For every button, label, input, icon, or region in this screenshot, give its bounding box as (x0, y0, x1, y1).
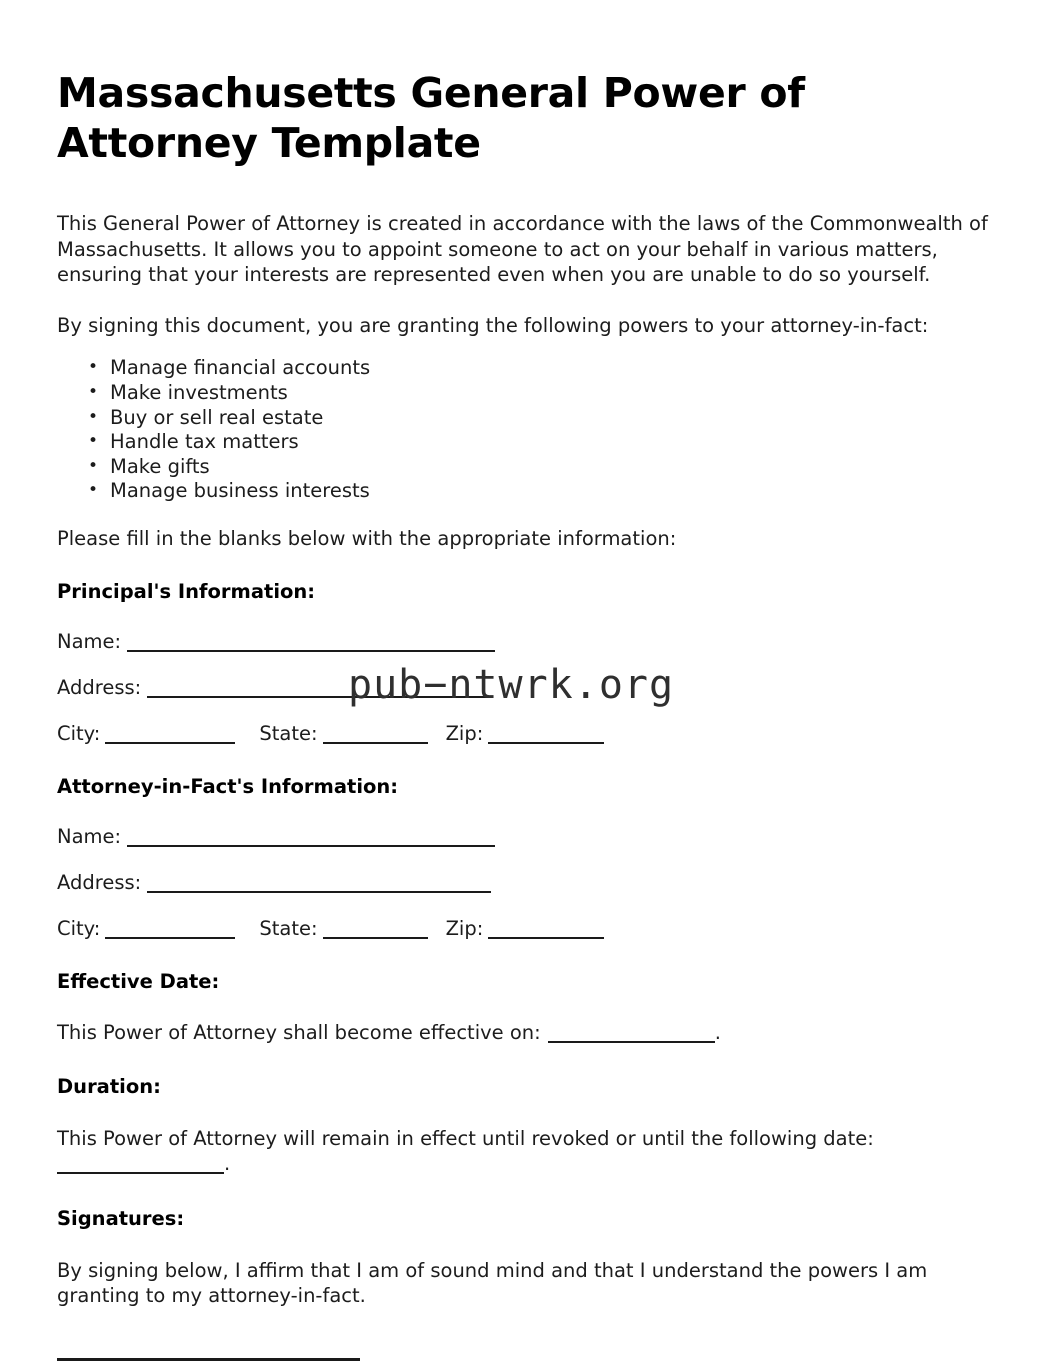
powers-lead-in-paragraph: By signing this document, you are granting the following powers to your attorney-in-fact: (57, 313, 929, 337)
attorney-in-fact-zip-input[interactable] (488, 921, 604, 939)
watermark-text: pub−ntwrk.org (348, 662, 675, 708)
principal-name-label: Name: (57, 629, 122, 653)
attorney-in-fact-city-input[interactable] (105, 921, 235, 939)
attorney-in-fact-name-row (57, 824, 988, 849)
section-heading-principal: Principal's Information: (57, 579, 316, 603)
duration-paragraph (57, 1126, 988, 1177)
fill-instruction-paragraph: Please fill in the blanks below with the appropriate information: (57, 526, 677, 550)
attorney-in-fact-state-label: State: (259, 916, 318, 940)
principal-state-label: State: (259, 721, 318, 745)
attorney-in-fact-state-input[interactable] (323, 921, 428, 939)
intro-paragraph: This General Power of Attorney is created in accordance with the laws of the Commonwealth of Massachusetts. It allows you to appoint someone to act on your behalf in various matters, ensuring that your interests are represented even when you are unable to do so yourself. (57, 212, 988, 287)
attorney-in-fact-address-row (57, 870, 988, 895)
signature-line-input[interactable] (57, 1358, 360, 1361)
principal-zip-label: Zip: (445, 721, 484, 745)
attorney-in-fact-city-state-zip-row (57, 916, 988, 941)
effective-date-text: This Power of Attorney shall become effective on: (57, 1020, 541, 1044)
duration-text: This Power of Attorney will remain in effect until revoked or until the following date: (57, 1126, 874, 1150)
attorney-in-fact-zip-label: Zip: (445, 916, 484, 940)
page-title: Massachusetts General Power of Attorney Template (57, 69, 805, 167)
section-heading-signatures: Signatures: (57, 1206, 185, 1230)
signature-affirmation-paragraph: By signing below, I affirm that I am of sound mind and that I understand the powers I am granting to my attorney-in-fact. (57, 1258, 928, 1308)
section-heading-attorney-in-fact: Attorney-in-Fact's Information: (57, 774, 399, 798)
duration-period: . (224, 1152, 231, 1176)
principal-city-input[interactable] (105, 726, 235, 744)
list-item: • Make investments (110, 381, 988, 406)
attorney-in-fact-address-label: Address: (57, 870, 142, 894)
effective-date-period: . (714, 1020, 721, 1044)
attorney-in-fact-name-input[interactable] (127, 829, 495, 847)
attorney-in-fact-city-label: City: (57, 916, 101, 940)
effective-date-row (57, 1020, 988, 1045)
section-heading-effective-date: Effective Date: (57, 969, 220, 993)
list-item: • Manage business interests (110, 479, 988, 504)
principal-zip-input[interactable] (488, 726, 604, 744)
principal-name-input[interactable] (127, 634, 495, 652)
list-item: • Make gifts (110, 455, 988, 480)
principal-name-row (57, 629, 988, 654)
attorney-in-fact-name-label: Name: (57, 824, 122, 848)
principal-address-label: Address: (57, 675, 142, 699)
document-content (57, 0, 988, 1361)
attorney-in-fact-address-input[interactable] (147, 875, 491, 893)
effective-date-input[interactable] (548, 1025, 715, 1043)
list-item: • Buy or sell real estate (110, 406, 988, 431)
list-item: • Manage financial accounts (110, 356, 988, 381)
principal-address-input[interactable] (147, 680, 491, 698)
principal-address-row (57, 675, 988, 700)
section-heading-duration: Duration: (57, 1074, 161, 1098)
list-item: • Handle tax matters (110, 430, 988, 455)
principal-city-label: City: (57, 721, 101, 745)
principal-city-state-zip-row (57, 721, 988, 746)
duration-date-input[interactable] (57, 1156, 224, 1174)
powers-list (57, 356, 988, 504)
principal-state-input[interactable] (323, 726, 428, 744)
